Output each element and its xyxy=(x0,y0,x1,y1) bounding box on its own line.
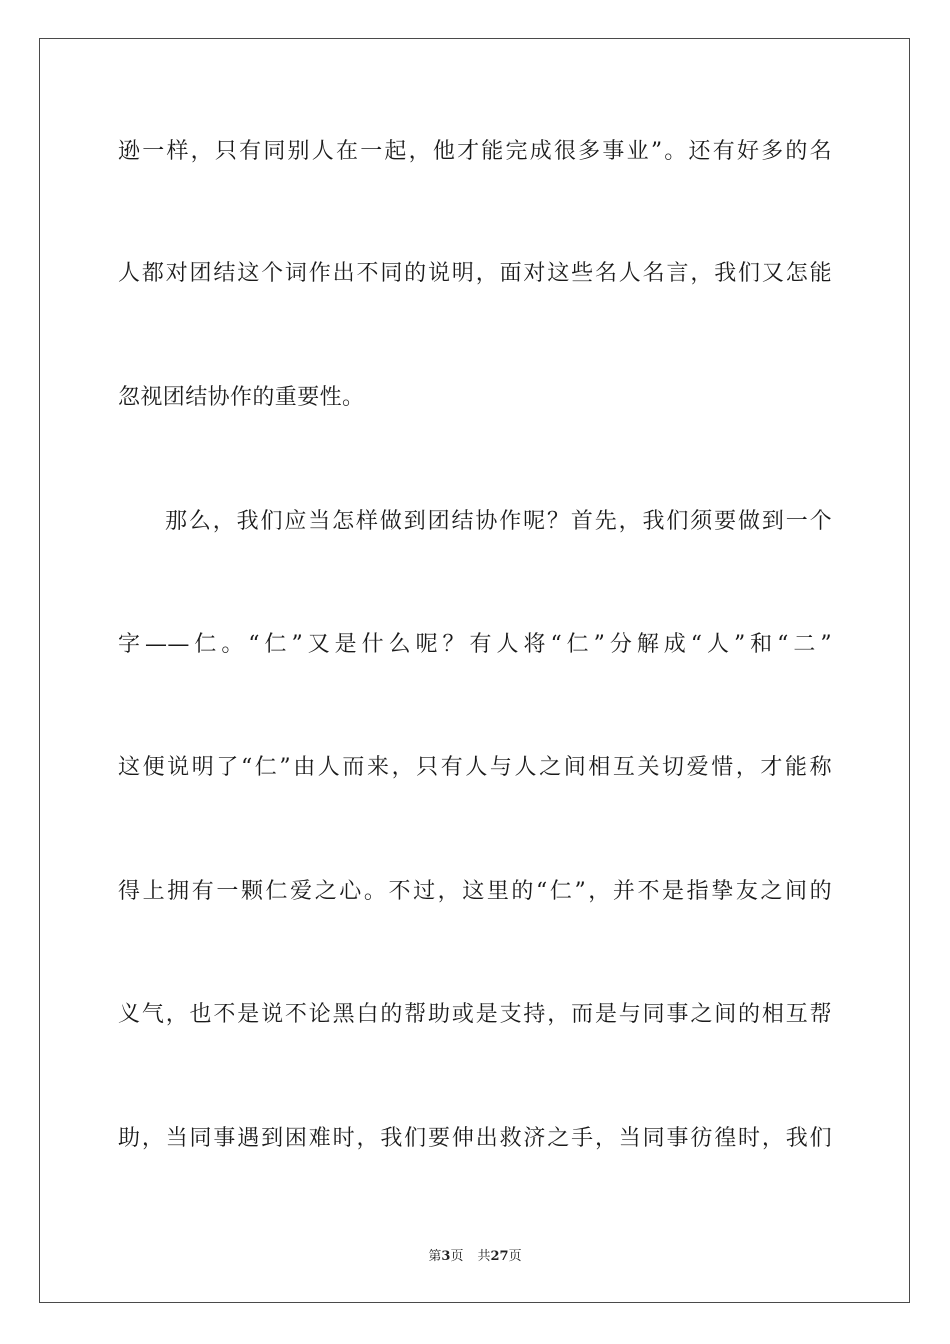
text-line-3: 忽视团结协作的重要性。 xyxy=(118,385,365,410)
page-total: 27 xyxy=(490,1249,509,1264)
text-line-5: 字——仁。“仁”又是什么呢？有人将“仁”分解成“人”和“二” xyxy=(118,632,832,657)
page-footer xyxy=(0,1248,950,1266)
text-line-1: 逊一样，只有同别人在一起，他才能完成很多事业”。还有好多的名 xyxy=(118,139,832,164)
total-suffix: 页 xyxy=(508,1249,522,1264)
text-line-4: 那么，我们应当怎样做到团结协作呢？首先，我们须要做到一个 xyxy=(165,509,832,534)
text-line-7: 得上拥有一颗仁爱之心。不过，这里的“仁”，并不是指挚友之间的 xyxy=(118,879,832,904)
page-suffix: 页 xyxy=(450,1249,464,1264)
text-line-9: 助，当同事遇到困难时，我们要伸出救济之手，当同事彷徨时，我们 xyxy=(118,1126,832,1151)
page-border xyxy=(39,38,910,1303)
text-line-8: 义气，也不是说不论黑白的帮助或是支持，而是与同事之间的相互帮 xyxy=(118,1002,832,1027)
page-prefix: 第 xyxy=(428,1249,442,1264)
text-line-2: 人都对团结这个词作出不同的说明，面对这些名人名言，我们又怎能 xyxy=(118,261,832,286)
total-prefix: 共 xyxy=(477,1249,491,1264)
page-number: 3 xyxy=(441,1249,451,1264)
text-line-6: 这便说明了“仁”由人而来，只有人与人之间相互关切爱惜，才能称 xyxy=(118,755,832,780)
